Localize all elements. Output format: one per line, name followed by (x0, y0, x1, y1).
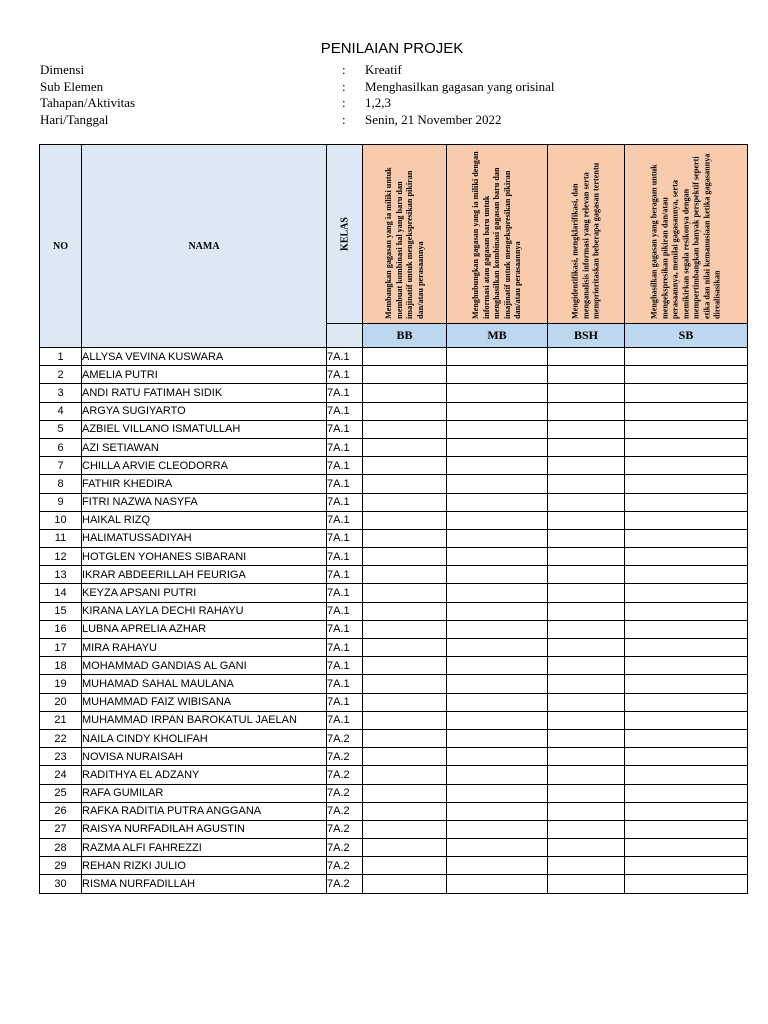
row-kelas: 7A.2 (327, 857, 363, 875)
score-cell-bsh[interactable] (548, 839, 625, 857)
row-nama: RAZMA ALFI FAHREZZI (82, 839, 327, 857)
score-cell-mb[interactable] (447, 566, 548, 584)
row-no: 2 (40, 366, 82, 384)
meta-info (40, 62, 740, 128)
score-cell-bsh[interactable] (548, 639, 625, 657)
meta-colon: : (342, 78, 346, 94)
score-cell-mb[interactable] (447, 693, 548, 711)
row-no: 21 (40, 711, 82, 729)
table-row (40, 493, 748, 511)
score-cell-mb[interactable] (447, 384, 548, 402)
meta-row-dimensi (40, 62, 740, 79)
row-kelas: 7A.1 (327, 620, 363, 638)
score-cell-bb[interactable] (363, 784, 447, 802)
table-row (40, 675, 748, 693)
table-row (40, 639, 748, 657)
row-kelas: 7A.1 (327, 493, 363, 511)
table-row (40, 529, 748, 547)
score-cell-mb[interactable] (447, 548, 548, 566)
header-criteria-sb (625, 145, 748, 324)
row-nama: MIRA RAHAYU (82, 639, 327, 657)
row-no: 19 (40, 675, 82, 693)
score-cell-bsh[interactable] (548, 457, 625, 475)
row-kelas: 7A.1 (327, 511, 363, 529)
score-cell-bsh[interactable] (548, 529, 625, 547)
score-cell-bsh[interactable] (548, 402, 625, 420)
row-no: 3 (40, 384, 82, 402)
row-kelas: 7A.1 (327, 529, 363, 547)
row-no: 14 (40, 584, 82, 602)
score-cell-mb[interactable] (447, 729, 548, 747)
score-cell-bb[interactable] (363, 457, 447, 475)
meta-value: Senin, 21 November 2022 (365, 111, 502, 127)
row-kelas: 7A.1 (327, 348, 363, 366)
row-no: 16 (40, 620, 82, 638)
table-row (40, 766, 748, 784)
score-cell-mb[interactable] (447, 857, 548, 875)
score-cell-bsh[interactable] (548, 602, 625, 620)
score-cell-bb[interactable] (363, 657, 447, 675)
row-nama: IKRAR ABDEERILLAH FEURIGA (82, 566, 327, 584)
score-cell-mb[interactable] (447, 511, 548, 529)
row-kelas: 7A.1 (327, 366, 363, 384)
score-cell-bsh[interactable] (548, 366, 625, 384)
score-cell-mb[interactable] (447, 657, 548, 675)
score-cell-sb[interactable] (625, 620, 748, 638)
table-row (40, 457, 748, 475)
score-cell-bb[interactable] (363, 766, 447, 784)
meta-value: Menghasilkan gagasan yang orisinal (365, 78, 555, 94)
table-row (40, 366, 748, 384)
row-kelas: 7A.1 (327, 566, 363, 584)
row-no: 4 (40, 402, 82, 420)
score-cell-mb[interactable] (447, 675, 548, 693)
score-cell-bb[interactable] (363, 475, 447, 493)
score-cell-bb[interactable] (363, 857, 447, 875)
score-cell-mb[interactable] (447, 639, 548, 657)
criteria-code-bb: BB (363, 324, 447, 348)
score-cell-mb[interactable] (447, 784, 548, 802)
score-cell-sb[interactable] (625, 529, 748, 547)
header-nama: NAMA (82, 145, 327, 348)
score-cell-sb[interactable] (625, 584, 748, 602)
row-nama: HALIMATUSSADIYAH (82, 529, 327, 547)
score-cell-sb[interactable] (625, 348, 748, 366)
row-kelas: 7A.2 (327, 839, 363, 857)
score-cell-bsh[interactable] (548, 548, 625, 566)
score-cell-mb[interactable] (447, 711, 548, 729)
score-cell-bsh[interactable] (548, 675, 625, 693)
score-cell-bsh[interactable] (548, 693, 625, 711)
row-kelas: 7A.1 (327, 675, 363, 693)
table-row (40, 729, 748, 747)
score-cell-bb[interactable] (363, 839, 447, 857)
table-row (40, 511, 748, 529)
table-row (40, 402, 748, 420)
score-cell-bb[interactable] (363, 620, 447, 638)
row-kelas: 7A.2 (327, 784, 363, 802)
assessment-table (39, 144, 748, 894)
row-nama: ALLYSA VEVINA KUSWARA (82, 348, 327, 366)
score-cell-bb[interactable] (363, 729, 447, 747)
score-cell-sb[interactable] (625, 639, 748, 657)
row-nama: RISMA NURFADILLAH (82, 875, 327, 893)
table-row (40, 348, 748, 366)
row-nama: AMELIA PUTRI (82, 366, 327, 384)
row-kelas: 7A.2 (327, 820, 363, 838)
score-cell-bsh[interactable] (548, 475, 625, 493)
row-nama: MUHAMAD SAHAL MAULANA (82, 675, 327, 693)
score-cell-bb[interactable] (363, 748, 447, 766)
row-kelas: 7A.2 (327, 766, 363, 784)
row-no: 22 (40, 729, 82, 747)
row-nama: LUBNA APRELIA AZHAR (82, 620, 327, 638)
row-kelas: 7A.1 (327, 457, 363, 475)
score-cell-bsh[interactable] (548, 820, 625, 838)
row-no: 13 (40, 566, 82, 584)
score-cell-mb[interactable] (447, 475, 548, 493)
meta-colon: : (342, 62, 346, 77)
score-cell-bsh[interactable] (548, 857, 625, 875)
score-cell-bsh[interactable] (548, 438, 625, 456)
score-cell-sb[interactable] (625, 820, 748, 838)
meta-label: Sub Elemen (40, 78, 104, 94)
score-cell-bb[interactable] (363, 602, 447, 620)
score-cell-bsh[interactable] (548, 729, 625, 747)
score-cell-bb[interactable] (363, 802, 447, 820)
row-kelas: 7A.2 (327, 802, 363, 820)
score-cell-sb[interactable] (625, 875, 748, 893)
score-cell-bsh[interactable] (548, 766, 625, 784)
table-row (40, 584, 748, 602)
meta-value: 1,2,3 (365, 95, 391, 110)
criteria-code-sb: SB (625, 324, 748, 348)
row-nama: REHAN RIZKI JULIO (82, 857, 327, 875)
meta-row-hari-tanggal (40, 112, 740, 129)
score-cell-bb[interactable] (363, 493, 447, 511)
score-cell-mb[interactable] (447, 402, 548, 420)
score-cell-bsh[interactable] (548, 584, 625, 602)
row-kelas: 7A.1 (327, 693, 363, 711)
score-cell-sb[interactable] (625, 493, 748, 511)
header-criteria-bsh (548, 145, 625, 324)
row-no: 20 (40, 693, 82, 711)
score-cell-sb[interactable] (625, 784, 748, 802)
row-no: 25 (40, 784, 82, 802)
score-cell-mb[interactable] (447, 348, 548, 366)
score-cell-sb[interactable] (625, 566, 748, 584)
row-no: 11 (40, 529, 82, 547)
score-cell-sb[interactable] (625, 420, 748, 438)
row-nama: FITRI NAZWA NASYFA (82, 493, 327, 511)
score-cell-bb[interactable] (363, 402, 447, 420)
row-kelas: 7A.2 (327, 748, 363, 766)
score-cell-bb[interactable] (363, 384, 447, 402)
score-cell-bsh[interactable] (548, 802, 625, 820)
criteria-description: Membangkan gagasan yang ia miliki untuk membuat kombinasi hal yang baru dan imajinatif untuk mengekspresikan pikiran dan/atau perasaannya (383, 167, 424, 319)
score-cell-sb[interactable] (625, 657, 748, 675)
page-title: PENILAIAN PROJEK (320, 40, 464, 57)
row-nama: KEYZA APSANI PUTRI (82, 584, 327, 602)
score-cell-bsh[interactable] (548, 657, 625, 675)
table-row (40, 802, 748, 820)
score-cell-mb[interactable] (447, 366, 548, 384)
row-nama: RAISYA NURFADILAH AGUSTIN (82, 820, 327, 838)
header-kelas-label: KELAS (339, 217, 350, 251)
row-kelas: 7A.2 (327, 729, 363, 747)
score-cell-sb[interactable] (625, 602, 748, 620)
score-cell-bb[interactable] (363, 820, 447, 838)
score-cell-bb[interactable] (363, 566, 447, 584)
score-cell-sb[interactable] (625, 748, 748, 766)
score-cell-sb[interactable] (625, 402, 748, 420)
row-nama: ARGYA SUGIYARTO (82, 402, 327, 420)
row-no: 8 (40, 475, 82, 493)
score-cell-bsh[interactable] (548, 566, 625, 584)
score-cell-bsh[interactable] (548, 748, 625, 766)
table-row (40, 839, 748, 857)
header-no: NO (40, 145, 82, 348)
row-kelas: 7A.1 (327, 548, 363, 566)
row-nama: RAFA GUMILAR (82, 784, 327, 802)
row-nama: NOVISA NURAISAH (82, 748, 327, 766)
row-no: 26 (40, 802, 82, 820)
table-row (40, 602, 748, 620)
score-cell-sb[interactable] (625, 857, 748, 875)
row-no: 17 (40, 639, 82, 657)
row-no: 1 (40, 348, 82, 366)
score-cell-bb[interactable] (363, 584, 447, 602)
meta-label: Hari/Tanggal (40, 111, 109, 127)
score-cell-mb[interactable] (447, 457, 548, 475)
table-row (40, 566, 748, 584)
score-cell-bb[interactable] (363, 675, 447, 693)
row-no: 7 (40, 457, 82, 475)
meta-label: Dimensi (40, 62, 85, 77)
table-row (40, 657, 748, 675)
row-nama: HAIKAL RIZQ (82, 511, 327, 529)
score-cell-mb[interactable] (447, 529, 548, 547)
meta-colon: : (342, 95, 346, 110)
meta-colon: : (342, 111, 346, 127)
score-cell-mb[interactable] (447, 839, 548, 857)
row-kelas: 7A.1 (327, 384, 363, 402)
score-cell-mb[interactable] (447, 493, 548, 511)
score-cell-mb[interactable] (447, 584, 548, 602)
row-nama: RAFKA RADITIA PUTRA ANGGANA (82, 802, 327, 820)
criteria-description: Mengidentifikasi, mengklarifikasi, dan menganalisis informasi yang relevan serta memprioritaskan beberapa gagasan tertentu (570, 162, 601, 319)
row-kelas: 7A.1 (327, 420, 363, 438)
row-kelas: 7A.1 (327, 402, 363, 420)
row-no: 15 (40, 602, 82, 620)
table-row (40, 857, 748, 875)
score-cell-mb[interactable] (447, 602, 548, 620)
criteria-code-bsh: BSH (548, 324, 625, 348)
score-cell-mb[interactable] (447, 766, 548, 784)
table-row (40, 875, 748, 893)
score-cell-bb[interactable] (363, 711, 447, 729)
row-no: 29 (40, 857, 82, 875)
score-cell-bb[interactable] (363, 639, 447, 657)
row-nama: MUHAMMAD FAIZ WIBISANA (82, 693, 327, 711)
row-no: 5 (40, 420, 82, 438)
score-cell-mb[interactable] (447, 802, 548, 820)
row-no: 24 (40, 766, 82, 784)
score-cell-mb[interactable] (447, 820, 548, 838)
student-rows (40, 348, 748, 894)
score-cell-mb[interactable] (447, 875, 548, 893)
meta-row-sub-elemen (40, 79, 740, 96)
score-cell-bsh[interactable] (548, 620, 625, 638)
score-cell-bb[interactable] (363, 548, 447, 566)
table-row (40, 784, 748, 802)
table-row (40, 820, 748, 838)
header-kelas (327, 145, 363, 324)
score-cell-bsh[interactable] (548, 348, 625, 366)
row-no: 6 (40, 438, 82, 456)
score-cell-sb[interactable] (625, 802, 748, 820)
meta-row-tahapan (40, 95, 740, 112)
score-cell-bsh[interactable] (548, 493, 625, 511)
table-row (40, 475, 748, 493)
meta-value: Kreatif (365, 62, 402, 77)
score-cell-sb[interactable] (625, 711, 748, 729)
score-cell-bsh[interactable] (548, 384, 625, 402)
row-no: 18 (40, 657, 82, 675)
score-cell-mb[interactable] (447, 438, 548, 456)
row-nama: AZBIEL VILLANO ISMATULLAH (82, 420, 327, 438)
score-cell-bb[interactable] (363, 511, 447, 529)
header-criteria-mb (447, 145, 548, 324)
table-row (40, 620, 748, 638)
score-cell-bsh[interactable] (548, 875, 625, 893)
row-kelas: 7A.1 (327, 584, 363, 602)
score-cell-sb[interactable] (625, 729, 748, 747)
score-cell-sb[interactable] (625, 366, 748, 384)
criteria-code-mb: MB (447, 324, 548, 348)
row-no: 10 (40, 511, 82, 529)
row-kelas: 7A.1 (327, 475, 363, 493)
score-cell-sb[interactable] (625, 475, 748, 493)
table-row (40, 748, 748, 766)
score-cell-bsh[interactable] (548, 420, 625, 438)
score-cell-sb[interactable] (625, 839, 748, 857)
row-no: 30 (40, 875, 82, 893)
row-nama: MUHAMMAD IRPAN BAROKATUL JAELAN (82, 711, 327, 729)
header-kelas-sub (327, 324, 363, 348)
criteria-description: Menghubungkan gagasan yang ia miliki dengan informasi atau gagasan baru untuk menghasilkan kombinasi gagasan baru dan imajinatif untuk mengekspresikan pikiran dan/atau perasaannya (470, 151, 522, 319)
score-cell-bb[interactable] (363, 348, 447, 366)
criteria-description: Menghasilkan gagasan yang beragam untuk mengekspresikan pikiran dan/atau perasaannya, menilai gagasannya, serta memikirkan segala resikonya dengan mempertimbangkan banyak perspektif seperti etika dan nilai kemanusiaan ketika gagasannya direalisasikan (649, 153, 722, 319)
meta-label: Tahapan/Aktivitas (40, 95, 136, 110)
row-no: 12 (40, 548, 82, 566)
row-kelas: 7A.1 (327, 711, 363, 729)
row-nama: RADITHYA EL ADZANY (82, 766, 327, 784)
score-cell-bsh[interactable] (548, 784, 625, 802)
row-no: 28 (40, 839, 82, 857)
score-cell-bsh[interactable] (548, 511, 625, 529)
row-no: 27 (40, 820, 82, 838)
score-cell-bb[interactable] (363, 438, 447, 456)
table-row (40, 438, 748, 456)
score-cell-sb[interactable] (625, 675, 748, 693)
score-cell-mb[interactable] (447, 420, 548, 438)
score-cell-bb[interactable] (363, 875, 447, 893)
row-no: 9 (40, 493, 82, 511)
table-row (40, 711, 748, 729)
row-nama: MOHAMMAD GANDIAS AL GANI (82, 657, 327, 675)
row-kelas: 7A.1 (327, 657, 363, 675)
header-criteria-bb (363, 145, 447, 324)
row-nama: NAILA CINDY KHOLIFAH (82, 729, 327, 747)
table-row (40, 548, 748, 566)
row-nama: KIRANA LAYLA DECHI RAHAYU (82, 602, 327, 620)
score-cell-sb[interactable] (625, 766, 748, 784)
score-cell-bb[interactable] (363, 366, 447, 384)
score-cell-bb[interactable] (363, 529, 447, 547)
row-nama: ANDI RATU FATIMAH SIDIK (82, 384, 327, 402)
score-cell-sb[interactable] (625, 438, 748, 456)
score-cell-bb[interactable] (363, 693, 447, 711)
score-cell-bb[interactable] (363, 420, 447, 438)
table-row (40, 384, 748, 402)
score-cell-sb[interactable] (625, 511, 748, 529)
table-row (40, 420, 748, 438)
score-cell-bsh[interactable] (548, 711, 625, 729)
row-nama: HOTGLEN YOHANES SIBARANI (82, 548, 327, 566)
score-cell-mb[interactable] (447, 748, 548, 766)
row-no: 23 (40, 748, 82, 766)
row-nama: FATHIR KHEDIRA (82, 475, 327, 493)
table-row (40, 693, 748, 711)
row-kelas: 7A.1 (327, 602, 363, 620)
score-cell-sb[interactable] (625, 548, 748, 566)
score-cell-sb[interactable] (625, 693, 748, 711)
score-cell-sb[interactable] (625, 457, 748, 475)
row-nama: CHILLA ARVIE CLEODORRA (82, 457, 327, 475)
score-cell-sb[interactable] (625, 384, 748, 402)
row-kelas: 7A.1 (327, 639, 363, 657)
row-kelas: 7A.2 (327, 875, 363, 893)
row-kelas: 7A.1 (327, 438, 363, 456)
score-cell-mb[interactable] (447, 620, 548, 638)
row-nama: AZI SETIAWAN (82, 438, 327, 456)
